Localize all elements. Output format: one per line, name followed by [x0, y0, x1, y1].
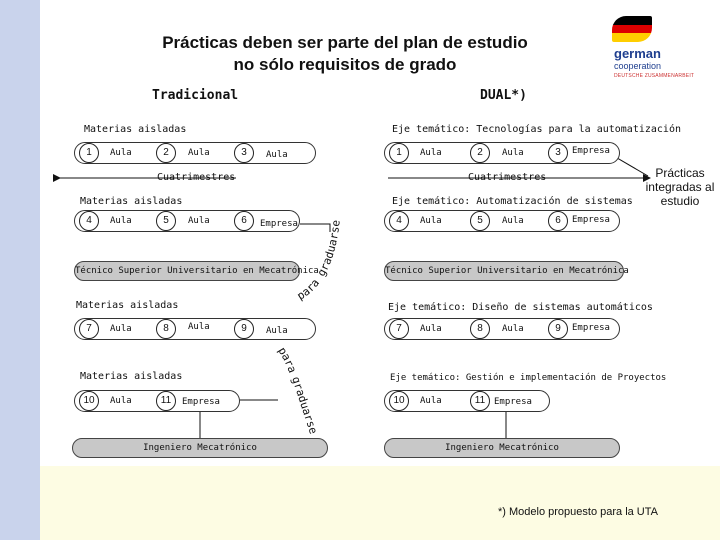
- left-r1-cell-3: Aula: [266, 150, 288, 160]
- left-sec2-label: Materias aisladas: [80, 196, 183, 207]
- right-r2-num-1: 4: [389, 211, 409, 231]
- connector-6-graduarse: [300, 224, 330, 232]
- left-r4-num-2: 11: [156, 391, 176, 411]
- right-r2-num-2: 5: [470, 211, 490, 231]
- left-r1-num-3: 3: [234, 143, 254, 163]
- right-r1-cell-3: Empresa: [572, 146, 610, 156]
- left-r2-cell-1: Aula: [110, 216, 132, 226]
- left-r4-cell-1: Aula: [110, 396, 132, 406]
- left-r3-cell-2: Aula: [188, 322, 210, 332]
- right-r4-num-1: 10: [389, 391, 409, 411]
- left-r3-num-3: 9: [234, 319, 254, 339]
- left-r1-cell-2: Aula: [188, 148, 210, 158]
- right-sec2-label: Eje temático: Automatización de sistemas: [392, 196, 633, 207]
- right-r1-num-2: 2: [470, 143, 490, 163]
- right-sec3-label: Eje temático: Diseño de sistemas automáticos: [388, 302, 653, 313]
- right-r3-cell-1: Aula: [420, 324, 442, 334]
- left-r1-num-2: 2: [156, 143, 176, 163]
- right-tsu-box: Técnico Superior Universitario en Mecatrónica: [384, 261, 624, 281]
- right-r2-cell-1: Aula: [420, 216, 442, 226]
- right-sec4-label: Eje temático: Gestión e implementación de Proyectos: [390, 373, 667, 383]
- footnote: *) Modelo propuesto para la UTA: [498, 506, 658, 518]
- right-r3-num-2: 8: [470, 319, 490, 339]
- curved-label-graduarse-1: para graduarse: [294, 219, 343, 303]
- left-r1-cell-1: Aula: [110, 148, 132, 158]
- left-r3-num-2: 8: [156, 319, 176, 339]
- left-r4-cell-2: Empresa: [182, 397, 220, 407]
- left-r2-num-2: 5: [156, 211, 176, 231]
- left-r4-num-1: 10: [79, 391, 99, 411]
- left-r2-cell-3: Empresa: [260, 219, 298, 229]
- right-r4-cell-1: Aula: [420, 396, 442, 406]
- left-sec4-label: Materias aisladas: [80, 371, 183, 382]
- heading-dual: DUAL*): [480, 88, 527, 103]
- right-r3-num-3: 9: [548, 319, 568, 339]
- title-line-2: no sólo requisitos de grado: [233, 55, 457, 74]
- right-r2-cell-2: Aula: [502, 216, 524, 226]
- right-r1-num-3: 3: [548, 143, 568, 163]
- logo-text-cooperation: cooperation: [614, 61, 662, 71]
- right-r4-cell-2: Empresa: [494, 397, 532, 407]
- right-r1-num-1: 1: [389, 143, 409, 163]
- left-r2-cell-2: Aula: [188, 216, 210, 226]
- title-line-1: Prácticas deben ser parte del plan de estudio: [162, 33, 528, 52]
- right-r3-cell-3: Empresa: [572, 323, 610, 333]
- right-r1-cell-1: Aula: [420, 148, 442, 158]
- side-note-practicas: Prácticas integradas al estudio: [645, 166, 715, 208]
- curved-label-graduarse-2b: graduarse: [289, 374, 320, 436]
- left-r1-num-1: 1: [79, 143, 99, 163]
- right-r2-cell-3: Empresa: [572, 215, 610, 225]
- left-r3-num-1: 7: [79, 319, 99, 339]
- left-r2-num-1: 4: [79, 211, 99, 231]
- logo-text-deutsche: DEUTSCHE ZUSAMMENARBEIT: [614, 73, 695, 79]
- left-r2-num-3: 6: [234, 211, 254, 231]
- left-sec3-label: Materias aisladas: [76, 300, 179, 311]
- left-r3-cell-3: Aula: [266, 326, 288, 336]
- left-sec1-label: Materias aisladas: [84, 124, 187, 135]
- logo-text-german: german: [614, 46, 661, 61]
- left-cuatrimestres: Cuatrimestres: [157, 172, 236, 183]
- right-r3-cell-2: Aula: [502, 324, 524, 334]
- right-r4-num-2: 11: [470, 391, 490, 411]
- right-ingeniero-box: Ingeniero Mecatrónico: [384, 438, 620, 458]
- right-r2-num-3: 6: [548, 211, 568, 231]
- right-cuatrimestres: Cuatrimestres: [468, 172, 547, 183]
- right-r1-cell-2: Aula: [502, 148, 524, 158]
- curved-label-graduarse-2a: para: [275, 344, 299, 375]
- heading-tradicional: Tradicional: [152, 88, 239, 103]
- left-r3-cell-1: Aula: [110, 324, 132, 334]
- left-tsu-box: Técnico Superior Universitario en Mecatrónica: [74, 261, 300, 281]
- left-ingeniero-box: Ingeniero Mecatrónico: [72, 438, 328, 458]
- right-r3-num-1: 7: [389, 319, 409, 339]
- right-sec1-label: Eje temático: Tecnologías para la automatización: [392, 124, 681, 135]
